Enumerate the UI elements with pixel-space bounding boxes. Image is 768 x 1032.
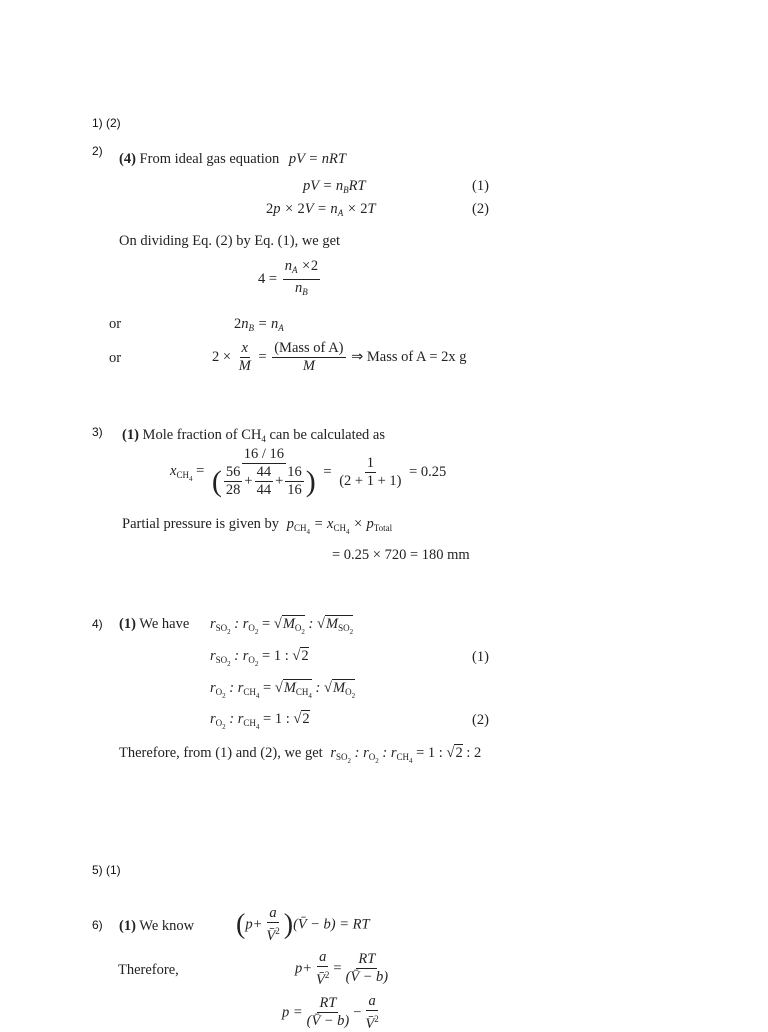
q4-conclusion: Therefore, from (1) and (2), we get $r_{SO_2}$ : $r_{O_2}$ : $r_{CH_4} = 1$ : √2 : 2 [119,745,482,765]
q4-equation-c: $r_{O_2}$ : $r_{CH_4} = √M_{CH_4}$ : $√M_{O_2}$ [210,680,356,700]
q6-vdw-equation: (p+ $\frac{a}{V̄^2}$ )(V̄ − b) = RT [236,905,370,944]
q4-number: 4) [92,617,103,631]
q2-number: 2) [92,144,103,158]
q2-equation-1-tag: (1) [472,178,489,194]
q5-answer: 5) (1) [92,863,121,877]
q3-mole-fraction-equation: $x_{CH_4}$ = 16 / 16 ( $\frac{56}{28}$ + $\frac{44}{44}$ + $\frac{16}{16}$ ) = $\frac{1}{(2 + 1 + 1)}$ = 0.25 [170,446,447,498]
q4-tag-2: (2) [472,712,489,728]
q6-intro: (1) We know [119,918,195,934]
q3-calculation: = 0.25 × 720 = 180 mm [332,547,470,563]
q4-equation-b: $r_{SO_2}$ : $r_{O_2} = 1$ : √2 [210,648,309,668]
q4-tag-1: (1) [472,649,489,665]
q2-dividing-text: On dividing Eq. (2) by Eq. (1), we get [119,233,341,249]
q2-equation-2-tag: (2) [472,201,489,217]
q2-intro: (4) From ideal gas equation pV = nRT [119,151,346,167]
q6-equation-3: p = $\frac{RT}{(V̄ - b)}$ − $\frac{a}{V̄^2}$ [282,993,379,1032]
q2-or-1: or [109,316,122,332]
q3-intro: (1) Mole fraction of $CH_4$ can be calculated as [122,427,385,444]
q2-equation-1: pV = $n_BRT$ [303,178,366,195]
q6-therefore: Therefore, [118,962,179,978]
q3-number: 3) [92,425,103,439]
q6-number: 6) [92,918,103,932]
q4-equation-d: $r_{O_2}$ : $r_{CH_4} = 1$ : √2 [210,711,310,731]
q4-equation-a: $r_{SO_2}$ : $r_{O_2} = √M_{O_2}$ : $√M_{SO_2}$ [210,616,354,636]
q3-partial-pressure: Partial pressure is given by $p_{CH_4} = x_{CH_4} \times p_{Total}$ [122,516,393,536]
q4-intro: (1) We have [119,616,190,632]
q2-or-equation-1: $2n_B = n_A$ [234,316,284,333]
q1-answer: 1) (2) [92,116,121,130]
q2-equation-2: $2p \times 2V = n_A \times 2T$ [266,201,376,218]
q2-mass-equation: 2 × $\frac{x}{M}$ = $\frac{\text{(Mass of A)}}{M}$ ⇒ Mass of A = 2x g [212,340,467,374]
q6-equation-2: p+ $\frac{a}{V̄^2}$ = $\frac{RT}{(V̄ - b)}$ [295,949,389,988]
q2-ratio-equation: 4 = $\frac{n_A \times 2}{n_B}$ [258,258,319,297]
q2-or-2: or [109,350,122,366]
